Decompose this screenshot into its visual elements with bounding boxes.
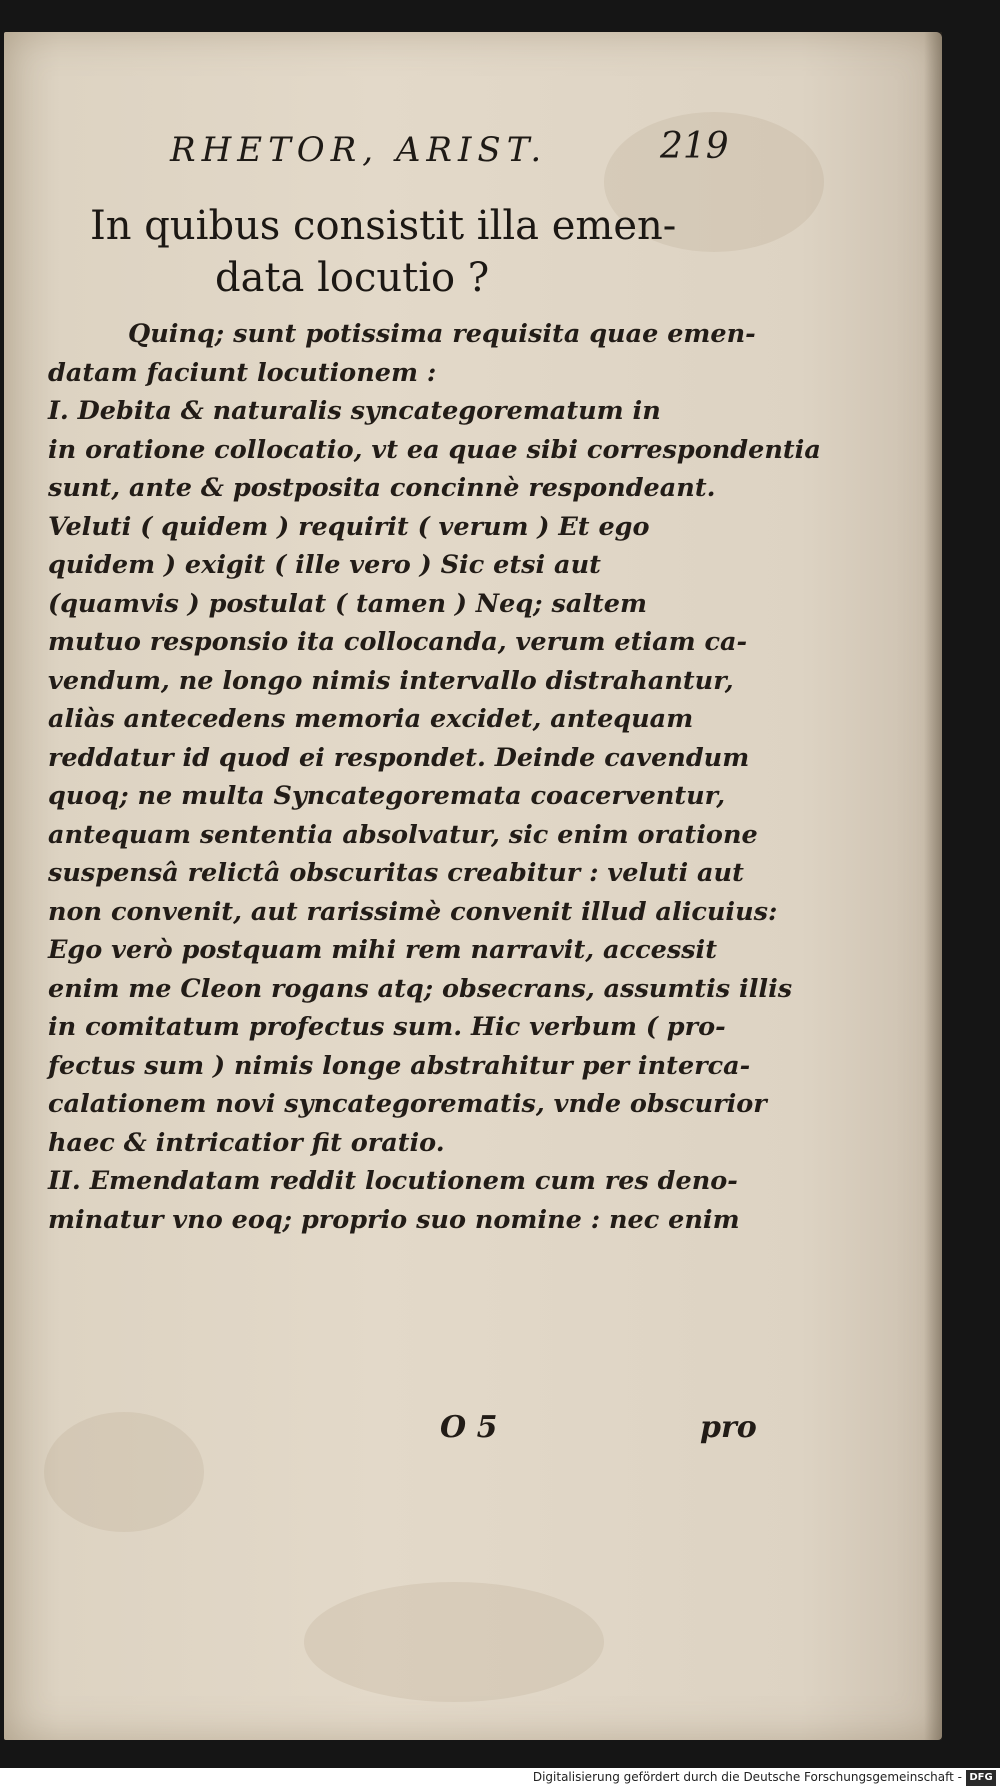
text-line: Ego verò postquam mihi rem narravit, accessit: [48, 935, 718, 965]
catchword: pro: [700, 1410, 757, 1445]
heading-line: data locutio ?: [215, 255, 490, 301]
body-text: [48, 315, 821, 1239]
paper-stain: [44, 1412, 204, 1532]
text-line: datam faciunt locutionem :: [48, 357, 437, 388]
text-line: enim me Cleon rogans atq; obsecrans, assumtis illis: [48, 973, 793, 1004]
page-number: 219: [660, 126, 729, 167]
dfg-logo: DFG: [966, 1770, 996, 1786]
text-line: sunt, ante & postposita concinnè respondeant.: [48, 473, 716, 503]
text-line: mutuo responsio ita collocanda, verum etiam ca-: [48, 627, 748, 657]
section-heading: [90, 200, 750, 304]
text-line: antequam sententia absolvatur, sic enim oratione: [48, 819, 758, 850]
text-line: in comitatum profectus sum. Hic verbum ( pro-: [48, 1012, 726, 1042]
text-line: in oratione collocatio, vt ea quae sibi correspondentia: [48, 434, 821, 465]
text-line: reddatur id quod ei respondet. Deinde cavendum: [48, 742, 750, 773]
text-line: aliàs antecedens memoria excidet, antequam: [48, 704, 694, 734]
text-line: vendum, ne longo nimis intervallo distrahantur,: [48, 665, 734, 696]
page-edge-shadow: [924, 32, 942, 1740]
text-line: quoq; ne multa Syncategoremata coacerventur,: [48, 781, 726, 811]
text-line: haec & intricatior fit oratio.: [48, 1127, 445, 1158]
running-head: RHETOR, ARIST.: [170, 130, 548, 170]
text-line: II. Emendatam reddit locutionem cum res deno-: [48, 1166, 738, 1196]
text-line: (quamvis ) postulat ( tamen ) Neq; saltem: [48, 588, 648, 619]
text-line: Veluti ( quidem ) requirit ( verum ) Et ego: [48, 511, 650, 542]
signature-mark: O 5: [440, 1410, 498, 1445]
heading-line: In quibus consistit illa emen-: [90, 203, 677, 249]
paper-stain: [304, 1582, 604, 1702]
digitization-credit: Digitalisierung gefördert durch die Deutsche Forschungsgemeinschaft -: [532, 1770, 962, 1784]
text-line: quidem ) exigit ( ille vero ) Sic etsi aut: [48, 550, 601, 580]
text-line: I. Debita & naturalis syncategorematum in: [48, 396, 661, 426]
text-line: suspensâ relictâ obscuritas creabitur : veluti aut: [48, 858, 744, 888]
text-line: minatur vno eoq; proprio suo nomine : nec enim: [48, 1204, 740, 1235]
text-line: Quinq; sunt potissima requisita quae emen-: [128, 319, 756, 349]
text-line: non convenit, aut rarissimè convenit illud alicuius:: [48, 896, 778, 927]
text-line: fectus sum ) nimis longe abstrahitur per interca-: [48, 1050, 751, 1081]
text-line: calationem novi syncategorematis, vnde obscurior: [48, 1089, 767, 1119]
